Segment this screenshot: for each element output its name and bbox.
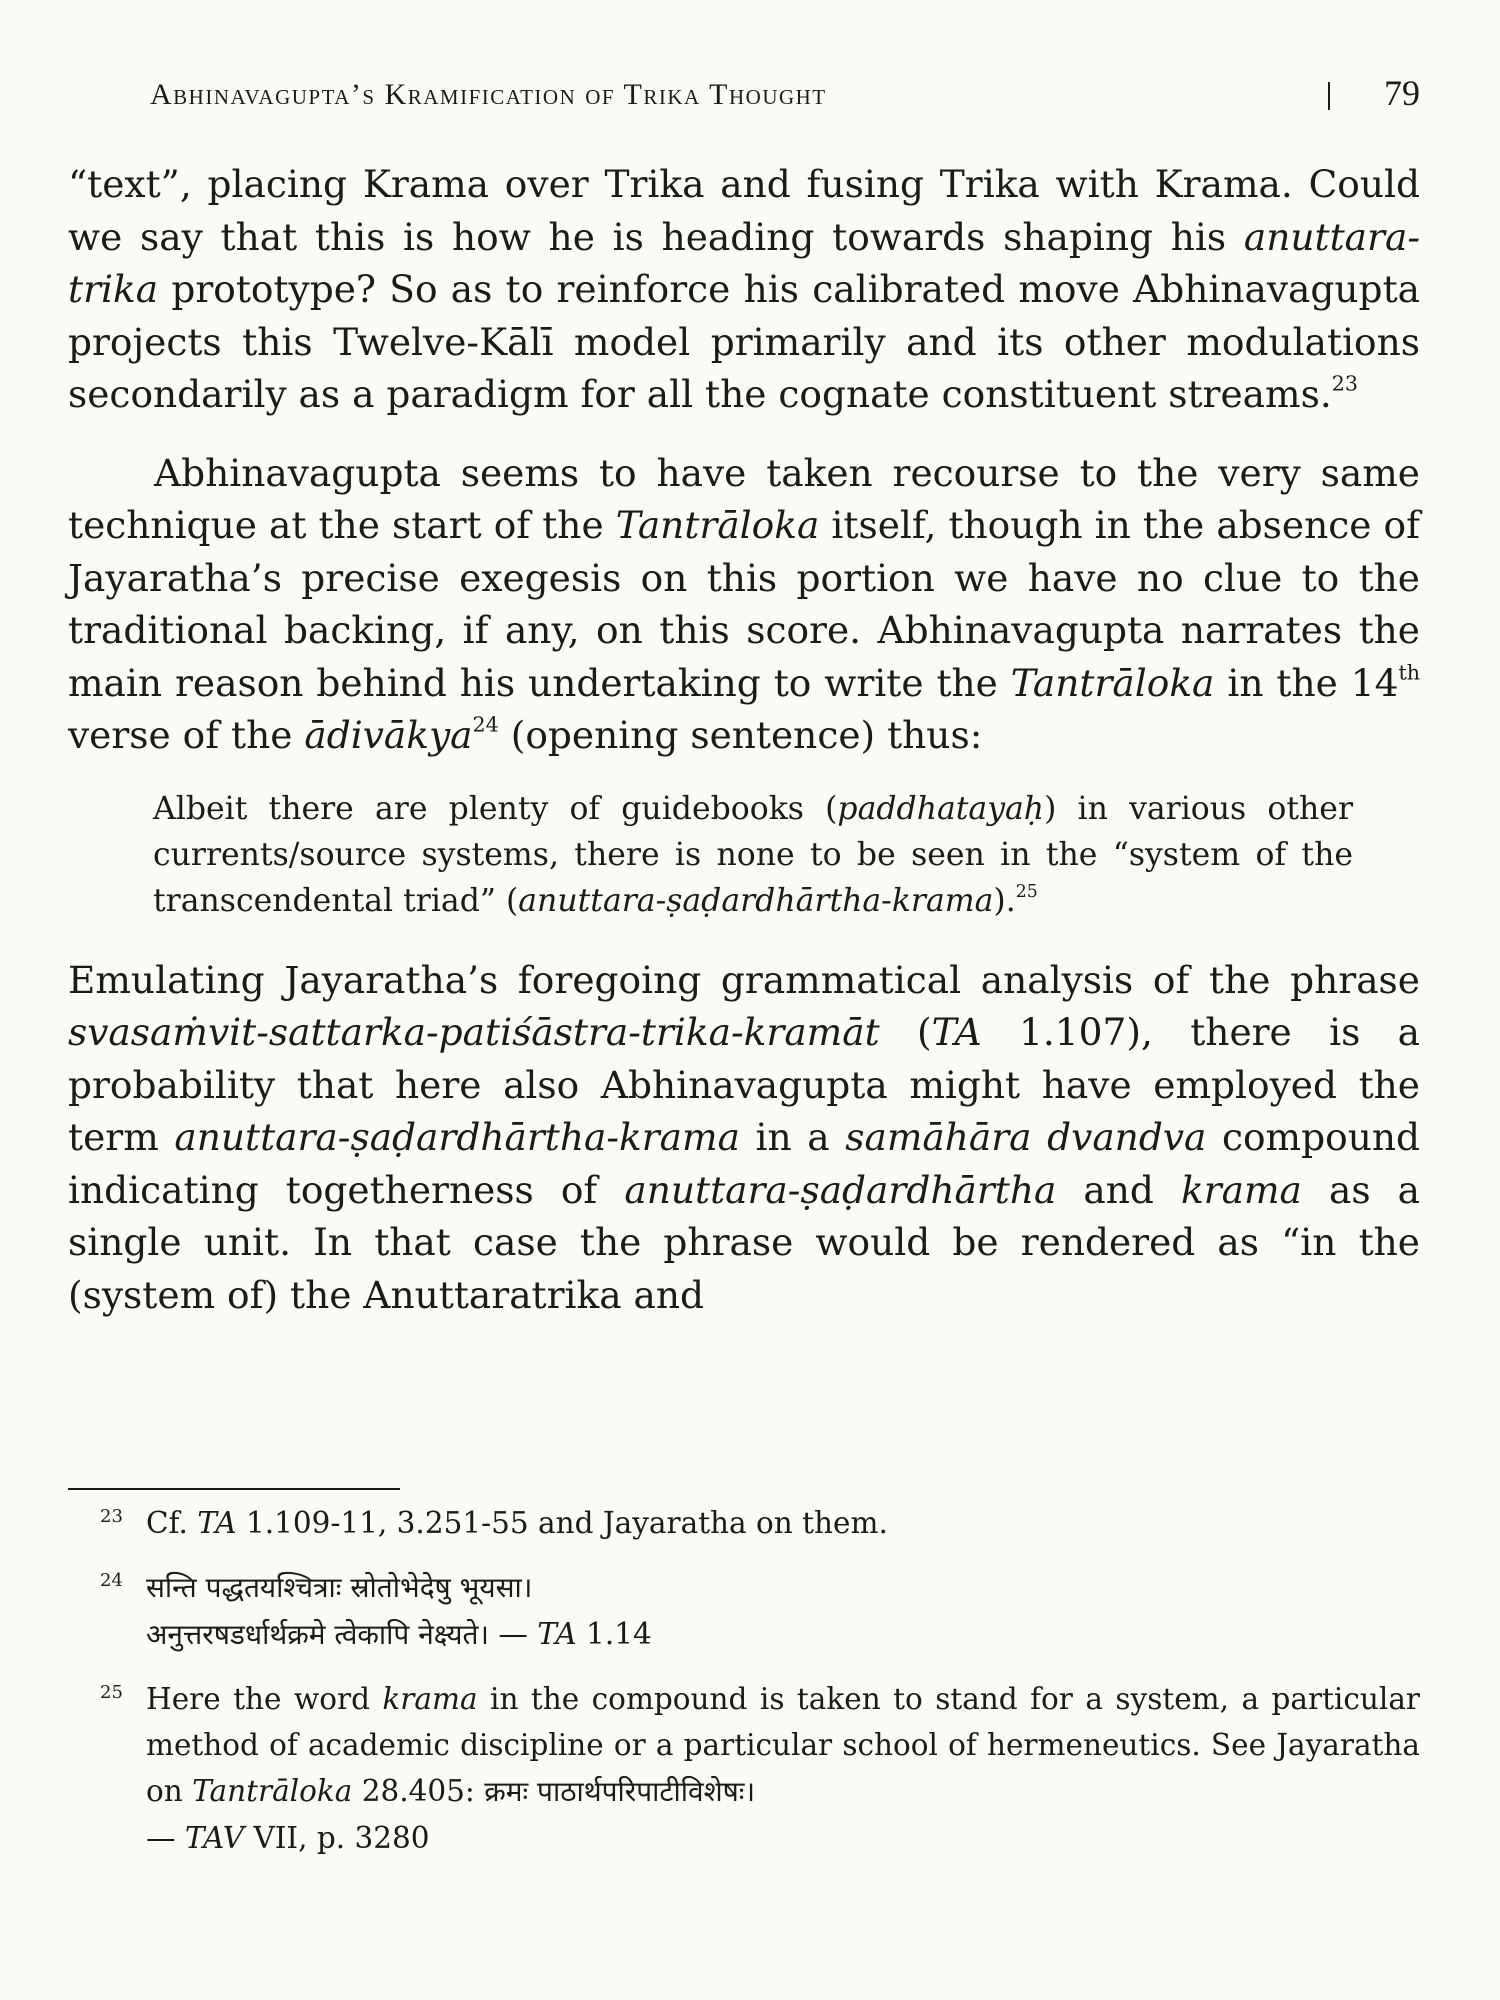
- page-number: 79: [1384, 73, 1420, 113]
- italic-text: anuttara-trika: [68, 214, 1420, 311]
- text-run: ).: [993, 882, 1016, 919]
- italic-text: TA: [197, 1506, 237, 1540]
- text-run: as a single unit. In that case the phrase would be rendered as “in the (system of) the Anuttaratrika and: [68, 1167, 1420, 1317]
- sanskrit-text: अनुत्तरषडर्धार्थक्रमे त्वेकापि नेक्ष्यते।: [146, 1618, 490, 1651]
- sanskrit-text: क्रमः पाठार्थपरिपाटीविशेषः।: [484, 1775, 756, 1808]
- text-run: in the compound is taken to stand for a system, a particular method of academic discipline or a particular school of hermeneutics. See Jayaratha on: [146, 1682, 1421, 1808]
- paragraph: [68, 158, 1420, 421]
- text-run: (: [879, 1010, 932, 1054]
- italic-text: TAV: [184, 1821, 245, 1855]
- italic-text: anuttara-ṣaḍardhārtha-krama: [174, 1115, 740, 1159]
- text-run: Albeit there are plenty of guidebooks (: [153, 790, 838, 827]
- running-head: [150, 70, 1420, 130]
- text-run: ) in various other currents/source systems, there is none to be seen in the “system of the transcendental triad” (: [153, 790, 1353, 919]
- text-run: —: [489, 1617, 538, 1651]
- italic-text: krama: [382, 1682, 478, 1716]
- text-run: 1.109-11, 3.251-55 and Jayaratha on them.: [236, 1506, 888, 1540]
- paragraph: [68, 447, 1420, 762]
- footnote-line: [146, 1500, 1420, 1546]
- text-run: (opening sentence) thus:: [498, 713, 983, 757]
- footnote-line: [146, 1815, 1420, 1861]
- footnote-number: 25: [100, 1682, 123, 1703]
- sanskrit-text: सन्ति पद्धतयश्चित्राः स्रोतोभेदेषु भूयसा।: [146, 1571, 533, 1604]
- text-run: and: [1056, 1167, 1181, 1212]
- superscript: 24: [472, 712, 499, 737]
- text-run: Cf.: [146, 1506, 198, 1540]
- footnote: [100, 1676, 1420, 1861]
- running-head-title: Abhinavagupta’s Kramification of Trika Thought: [150, 78, 827, 111]
- footnote-number: 24: [100, 1570, 123, 1591]
- italic-text: anuttara-ṣaḍardhārtha-krama: [518, 882, 994, 919]
- italic-text: Tantrāloka: [192, 1774, 353, 1808]
- superscript: th: [1398, 660, 1420, 684]
- main-text: [68, 158, 1420, 1321]
- text-run: in the 14: [1214, 660, 1399, 705]
- italic-text: krama: [1180, 1167, 1302, 1212]
- italic-text: Tantrāloka: [615, 503, 820, 547]
- italic-text: samāhāra dvandva: [845, 1115, 1207, 1159]
- footnote-line: [146, 1611, 1420, 1658]
- footnote-number: 23: [100, 1506, 123, 1527]
- text-run: itself, though in the absence of Jayaratha’s precise exegesis on this portion we have no clue to the traditional backing, if any, on this score. Abhinavagupta narrates the main reason behind his undertaking to write the: [68, 503, 1420, 705]
- text-run: prototype? So as to reinforce his calibrated move Abhinavagupta projects this Twelve-Kālī model primarily and its other modulations secondarily as a paradigm for all the cognate constituent streams.: [68, 267, 1420, 416]
- text-run: VII, p. 3280: [244, 1821, 430, 1855]
- footnote-rule: [68, 1488, 400, 1490]
- italic-text: TA: [537, 1617, 577, 1651]
- block-quote: [153, 786, 1353, 924]
- text-run: 1.107), there is a probability that here also Abhinavagupta might have employed the term: [68, 1010, 1420, 1159]
- running-head-divider: [1328, 82, 1330, 110]
- footnote: [100, 1564, 1420, 1658]
- superscript: 23: [1331, 371, 1358, 396]
- italic-text: TA: [931, 1010, 982, 1054]
- text-run: 1.14: [576, 1617, 652, 1651]
- superscript: 25: [1015, 881, 1038, 902]
- text-run: verse of the: [68, 713, 305, 757]
- italic-text: ādivākya: [304, 713, 473, 757]
- text-run: 28.405:: [352, 1774, 485, 1808]
- footnote: [100, 1500, 1420, 1546]
- italic-text: svasaṁvit-sattarka-patiśāstra-trika-kramāt: [68, 1010, 880, 1054]
- footnote-line: [146, 1676, 1420, 1815]
- paragraph: [68, 954, 1420, 1322]
- text-run: Abhinavagupta seems to have taken recourse to the very same technique at the start of the: [68, 450, 1420, 547]
- text-run: compound indicating togetherness of: [68, 1115, 1421, 1212]
- footnotes: [100, 1500, 1420, 1879]
- text-run: Here the word: [146, 1682, 383, 1716]
- text-run: in a: [739, 1115, 846, 1159]
- italic-text: paddhatayaḥ: [837, 790, 1045, 827]
- footnote-line: [146, 1564, 1420, 1611]
- text-run: —: [146, 1821, 185, 1855]
- italic-text: Tantrāloka: [1010, 660, 1215, 705]
- text-run: Emulating Jayaratha’s foregoing grammatical analysis of the phrase: [68, 957, 1420, 1002]
- text-run: “text”, placing Krama over Trika and fusing Trika with Krama. Could we say that this is how he is heading towards shaping his: [68, 162, 1420, 259]
- italic-text: anuttara-ṣaḍardhārtha: [624, 1167, 1057, 1212]
